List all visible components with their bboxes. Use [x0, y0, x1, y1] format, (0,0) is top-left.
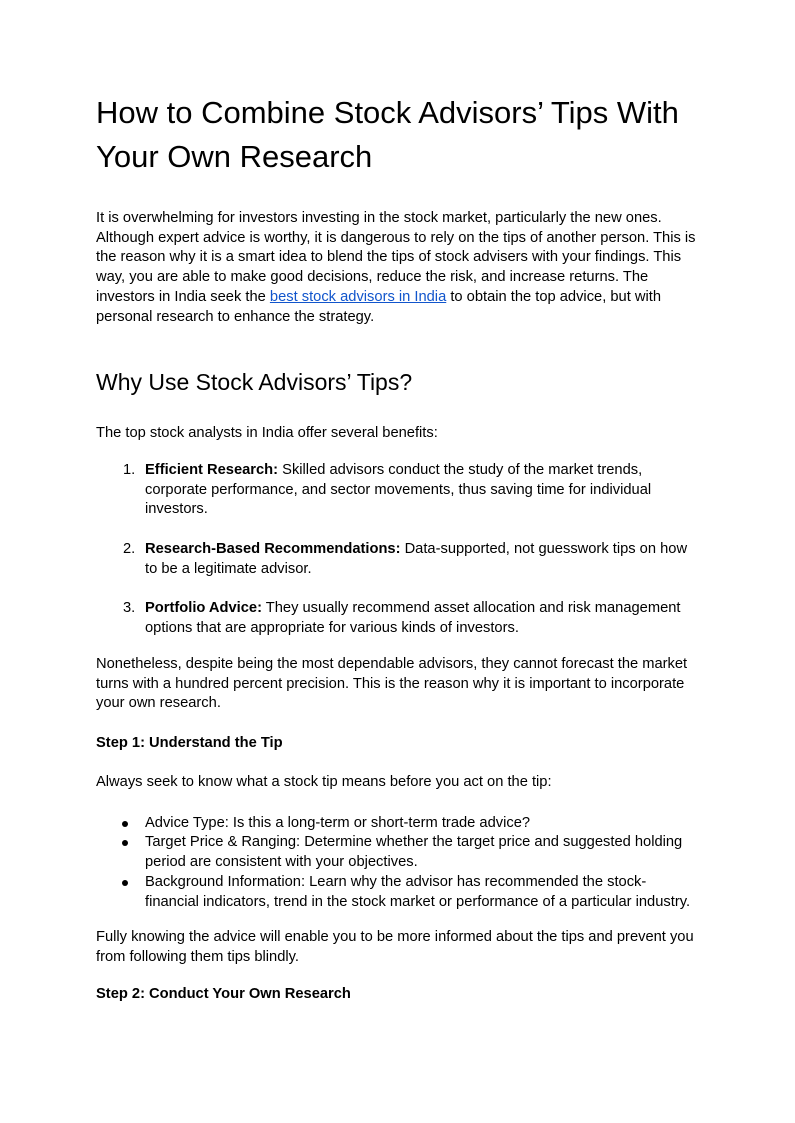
list-number: 1.: [123, 461, 136, 478]
list-item-label: Portfolio Advice:: [145, 600, 262, 617]
list-number: 3.: [123, 600, 136, 617]
bullet-icon: [122, 821, 128, 827]
list-item-text: Skilled advisors conduct the study of the market trends, corporate performance, and sector movements, thus saving time for individual investors.: [145, 461, 652, 518]
list-item-text: Data-supported, not guesswork tips on how to be a legitimate advisor.: [145, 541, 688, 577]
intro-text-before-link: It is overwhelming for investors investing in the stock market, particularly the new ones. Although expert advice is worthy, it is dangerous to rely on the tips of another person. This is the reason why it is a smart idea to blend the tips of stock advisers with your findings. This way, you are able to make good decisions, reduce the risk, and increase returns. The investors in India seek the: [96, 210, 696, 305]
step1-heading: Step 1: Understand the Tip: [96, 734, 283, 751]
step2-heading: Step 2: Conduct Your Own Research: [96, 986, 351, 1003]
why-use-tips-heading: Why Use Stock Advisors’ Tips?: [96, 369, 413, 396]
list-item-text: They usually recommend asset allocation and risk management options that are appropriate for various kinds of investors.: [145, 600, 681, 637]
bullet-item-text: Target Price & Ranging: Determine whether the target price and suggested holding period are consistent with your objectives.: [145, 834, 683, 871]
advisors-limitation-paragraph: Nonetheless, despite being the most dependable advisors, they cannot forecast the market turns with a hundred percent precision. This is the reason why it is important to incorporate your own research.: [96, 655, 688, 712]
document-title: How to Combine Stock Advisors’ Tips With Your Own Research: [96, 95, 679, 174]
bullet-item-text: Advice Type: Is this a long-term or short-term trade advice?: [145, 814, 531, 831]
bullet-icon: [122, 880, 128, 886]
bullet-icon: [122, 840, 128, 846]
tip-checklist-bullet-list: [96, 814, 699, 913]
bullet-item-target-price: [96, 833, 699, 872]
bullet-item-text: Background Information: Learn why the advisor has recommended the stock-financial indicators, trend in the stock market or performance of a particular industry.: [145, 873, 691, 910]
bullet-item-background-info: [96, 873, 699, 912]
list-item-label: Research-Based Recommendations:: [145, 541, 401, 558]
intro-paragraph: [96, 209, 699, 327]
list-item-portfolio-advice: [96, 599, 699, 638]
step1-lead-paragraph: Always seek to know what a stock tip means before you act on the tip:: [96, 774, 552, 791]
best-stock-advisors-link[interactable]: best stock advisors in India: [269, 288, 447, 305]
list-item-research-based: [96, 540, 699, 579]
benefits-numbered-list: [96, 461, 699, 639]
bullet-item-advice-type: [96, 814, 699, 834]
list-number: 2.: [123, 541, 136, 558]
intro-text-after-link: to obtain the top advice, but with personal research to enhance the strategy.: [96, 288, 661, 325]
step1-closing-paragraph: Fully knowing the advice will enable you to be more informed about the tips and prevent you from following them tips blindly.: [96, 929, 694, 965]
list-item-efficient-research: [96, 461, 699, 520]
benefits-lead-paragraph: The top stock analysts in India offer several benefits:: [96, 425, 438, 442]
list-item-label: Efficient Research:: [145, 461, 279, 478]
